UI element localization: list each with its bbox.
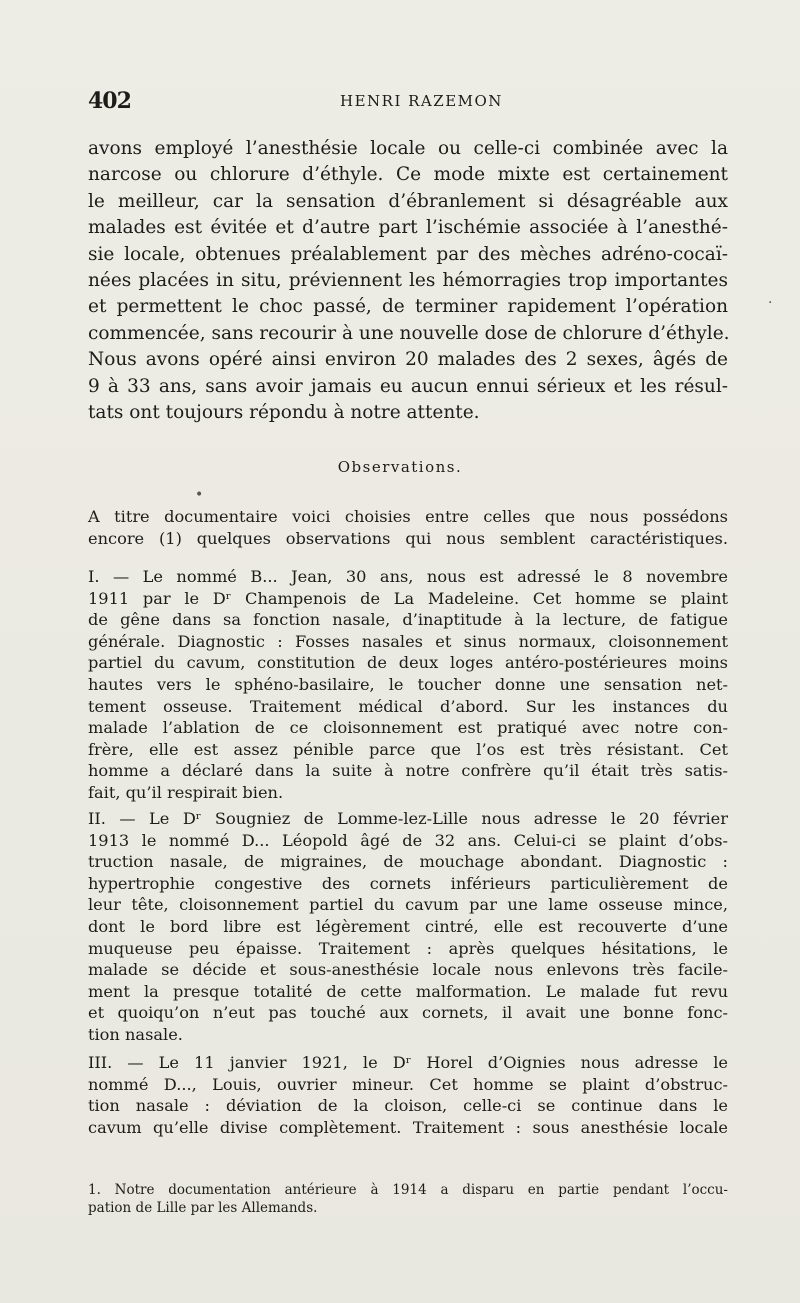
text-line: dont le bord libre est légèrement cintré, elle est recouverte d’une <box>88 916 728 936</box>
text-line: Nous avons opéré ainsi environ 20 malades des 2 sexes, âgés de <box>88 349 728 371</box>
text-line: narcose ou chlorure d’éthyle. Ce mode mixte est certainement <box>88 164 728 186</box>
footnote <box>88 1182 728 1217</box>
text-line: tion nasale. <box>88 1024 183 1044</box>
observation-3 <box>88 1052 728 1138</box>
text-line: III. — Le 11 janvier 1921, le Dʳ Horel d’Oignies nous adresse le <box>88 1053 728 1072</box>
text-line: tement osseuse. Traitement médical d’abord. Sur les instances du <box>88 696 728 716</box>
text-line: ment la presque totalité de cette malformation. Le malade fut revu <box>88 981 728 1001</box>
text-line: truction nasale, de migraines, de mouchage abondant. Diagnostic : <box>88 852 728 872</box>
text-line: cavum qu’elle divise complètement. Traitement : sous anesthésie locale <box>88 1117 728 1137</box>
observation-2 <box>88 808 728 1046</box>
margin-mark: · <box>768 295 773 311</box>
text-line: et quoiqu’on n’eut pas touché aux cornets, il avait une bonne fonc- <box>88 1003 728 1023</box>
running-head: HENRI RAZEMON <box>340 92 503 110</box>
text-line: fait, qu’il respirait bien. <box>88 782 284 802</box>
text-line: générale. Diagnostic : Fosses nasales et sinus normaux, cloisonnement <box>88 631 728 651</box>
text-line: sie locale, obtenues préalablement par des mèches adréno-cocaï- <box>88 243 728 265</box>
text-line: pation de Lille par les Allemands. <box>88 1199 318 1216</box>
margin-mark: • <box>195 487 204 503</box>
text-line: hautes vers le sphéno-basilaire, le toucher donne une sensation net- <box>88 674 728 694</box>
text-line: A titre documentaire voici choisies entre celles que nous possédons <box>88 507 728 526</box>
text-line: 1913 le nommé D... Léopold âgé de 32 ans. Celui-ci se plaint d’obs- <box>88 830 728 850</box>
text-line: homme a déclaré dans la suite à notre confrère qu’il était très satis- <box>88 761 728 781</box>
text-line: le meilleur, car la sensation d’ébranlement si désagréable aux <box>88 190 728 212</box>
observation-1 <box>88 566 728 804</box>
intro-paragraph <box>88 136 728 426</box>
text-line: malade l’ablation de ce cloisonnement est pratiqué avec notre con- <box>88 718 728 738</box>
section-heading: Observations. <box>337 458 463 476</box>
text-line: nommé D..., Louis, ouvrier mineur. Cet homme se plaint d’obstruc- <box>88 1074 728 1094</box>
text-line: encore (1) quelques observations qui nous semblent caractéristiques. <box>88 528 728 548</box>
text-line: tats ont toujours répondu à notre attente. <box>88 402 480 424</box>
text-line: tion nasale : déviation de la cloison, celle-ci se continue dans le <box>88 1096 728 1116</box>
text-line: malades est évitée et d’autre part l’ischémie associée à l’anesthé- <box>88 217 728 239</box>
text-line: I. — Le nommé B... Jean, 30 ans, nous est adressé le 8 novembre <box>88 567 728 586</box>
text-line: muqueuse peu épaisse. Traitement : après quelques hésitations, le <box>88 938 728 958</box>
text-line: malade se décide et sous-anesthésie locale nous enlevons très facile- <box>88 960 728 980</box>
text-line: avons employé l’anesthésie locale ou celle-ci combinée avec la <box>88 138 728 159</box>
section-intro-paragraph <box>88 506 728 549</box>
text-line: 1. Notre documentation antérieure à 1914 a disparu en partie pendant l’occu- <box>88 1182 728 1198</box>
text-line: 1911 par le Dʳ Champenois de La Madeleine. Cet homme se plaint <box>88 588 728 608</box>
text-line: de gêne dans sa fonction nasale, d’inaptitude à la lecture, de fatigue <box>88 610 728 630</box>
text-line: frère, elle est assez pénible parce que l’os est très résistant. Cet <box>88 739 728 759</box>
text-line: et permettent le choc passé, de terminer rapidement l’opération <box>88 296 728 318</box>
text-line: commencée, sans recourir à une nouvelle dose de chlorure d’éthyle. <box>88 322 730 344</box>
text-line: nées placées in situ, préviennent les hémorragies trop importantes <box>88 270 728 292</box>
page-number: 402 <box>88 88 131 114</box>
page-header <box>88 88 728 118</box>
text-line: hypertrophie congestive des cornets inférieurs particulièrement de <box>88 873 728 893</box>
text-line: partiel du cavum, constitution de deux loges antéro-postérieures moins <box>88 653 728 673</box>
text-line: leur tête, cloisonnement partiel du cavum par une lame osseuse mince, <box>88 895 728 915</box>
text-line: 9 à 33 ans, sans avoir jamais eu aucun ennui sérieux et les résul- <box>88 375 728 397</box>
text-line: II. — Le Dʳ Sougniez de Lomme-lez-Lille nous adresse le 20 février <box>88 809 728 828</box>
